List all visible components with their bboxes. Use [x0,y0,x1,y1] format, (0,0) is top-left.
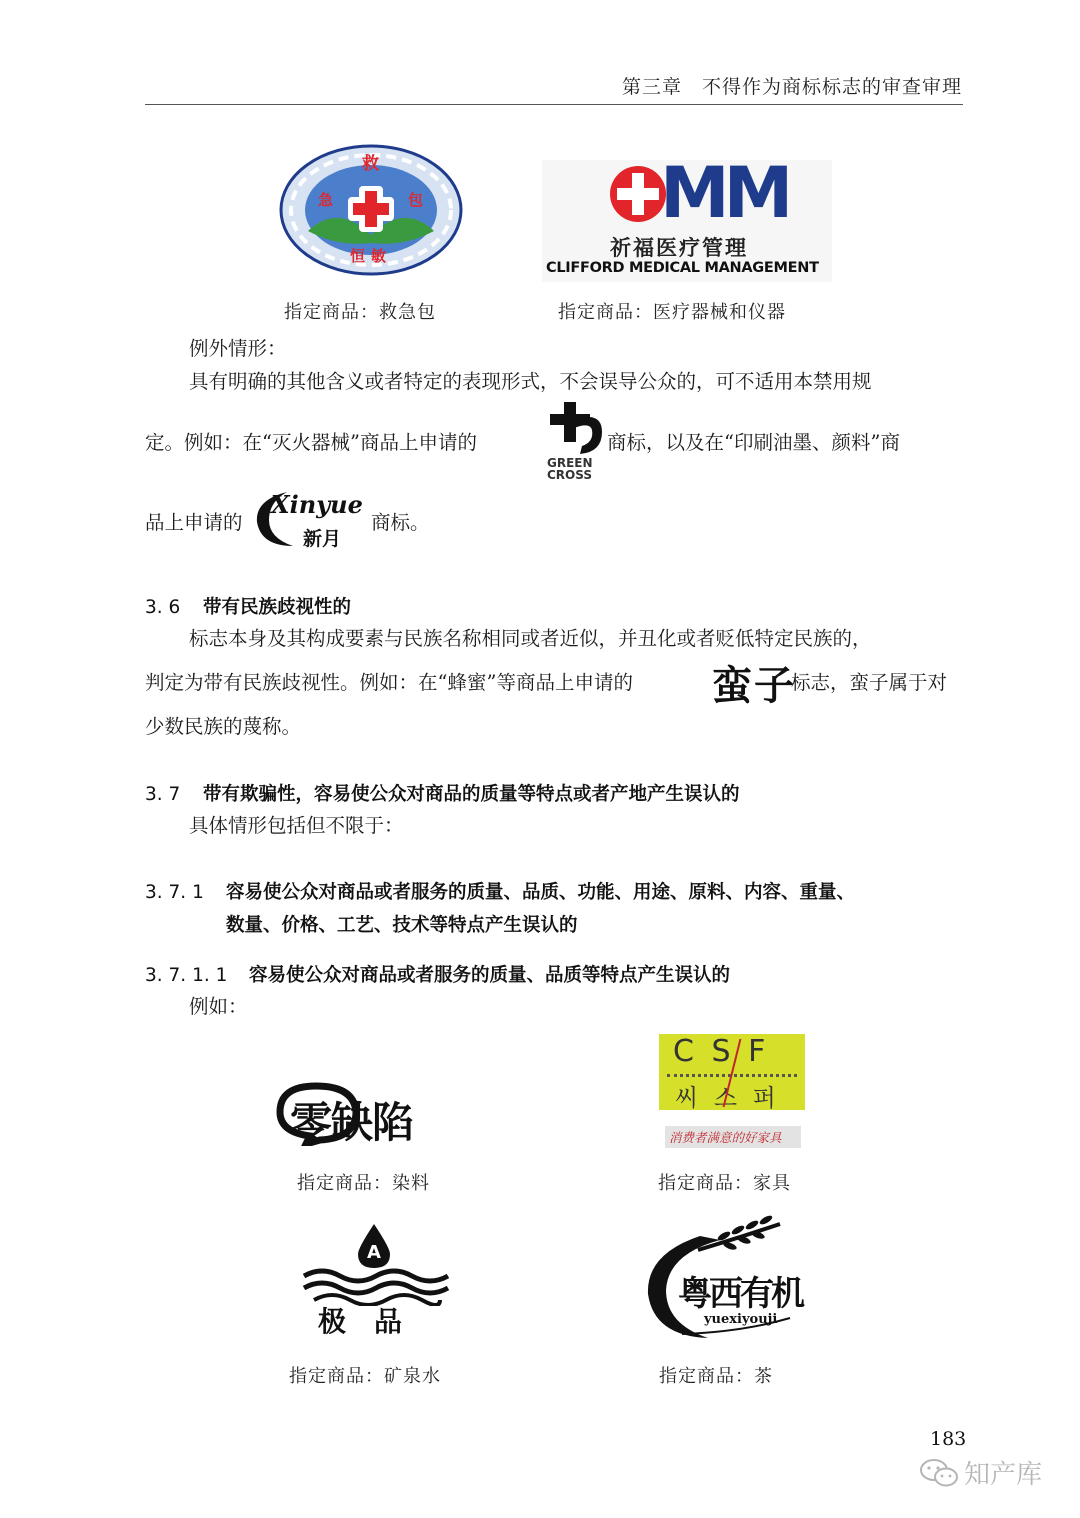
section-number: 3. 7. 1 [145,882,204,903]
header-divider [145,104,963,105]
caption-medical-instruments: 指定商品：医疗器械和仪器 [558,302,786,323]
logo-csf [659,1034,805,1150]
section-title-line-1: 容易使公众对商品或者服务的质量、品质、功能、用途、原料、内容、重量、 [226,882,856,903]
manzi-mark: 蛮子 [712,662,796,709]
section-number: 3. 6 [145,597,181,618]
section-title: 带有欺骗性，容易使公众对商品的质量等特点或者产地产生误认的 [203,784,740,805]
ring-text-right: 包 [408,191,424,209]
section-title: 带有民族歧视性的 [203,597,352,618]
watermark [918,1454,1042,1491]
example-label: 例如： [189,995,248,1018]
yuexi-organic-mark: 粤西有机 [678,1274,802,1314]
logo-clifford-medical [542,160,832,282]
logo-xinyue [253,488,371,550]
section-3-6-line-2a: 判定为带有民族歧视性。例如：在“蜂蜜”等商品上申请的 [145,671,633,694]
section-number: 3. 7. 1. 1 [145,965,228,986]
exceptions-line-3b: 商标。 [371,511,430,534]
jipin-mark: 极 品 [318,1305,403,1334]
exceptions-title: 例外情形： [189,337,287,360]
watermark-text: 知产库 [964,1460,1043,1490]
section-3-6-line-2b: 标志，蛮子属于对 [791,671,948,694]
logo-jipin [300,1222,450,1334]
section-number: 3. 7 [145,784,181,805]
exceptions-line-2b: 商标，以及在“印刷油墨、颜料”商 [607,431,900,454]
csf-letters: C S F [673,1034,770,1069]
logo-zero-defect [276,1080,468,1148]
section-3-6-line-1: 标志本身及其构成要素与民族名称相同或者近似，并丑化或者贬低特定民族的， [189,627,872,650]
logo-green-cross [544,400,606,482]
green-cross-word-2: CROSS [547,468,592,482]
section-3-7-1-heading-line-2: 数量、价格、工艺、技术等特点产生误认的 [226,915,578,936]
caption-first-aid-kit: 指定商品：救急包 [284,302,436,323]
ring-text-top: 救 [362,154,379,174]
csf-hangul: 씨 스 퍼 [675,1084,780,1112]
exceptions-line-1: 具有明确的其他含义或者特定的表现形式，不会误导公众的，可不适用本禁用规 [189,370,872,393]
ring-text-left: 急 [318,191,334,209]
ring-text-bottom: 恒敏 [350,247,393,265]
section-3-6-line-3: 少数民族的蔑称。 [145,715,302,738]
section-title: 容易使公众对商品或者服务的质量、品质等特点产生误认的 [249,965,731,986]
caption-furniture: 指定商品：家具 [658,1173,791,1194]
brand-letters: MM [660,160,788,234]
caption-dyes: 指定商品：染料 [297,1173,430,1194]
green-cross-mark-icon [544,400,606,456]
green-cross-word-1: GREEN [547,456,593,470]
section-3-6-heading [145,593,351,619]
brand-english-name: CLIFFORD MEDICAL MANAGEMENT [546,260,819,276]
section-3-7-1-1-heading [145,961,730,987]
caption-mineral-water: 指定商品：矿泉水 [289,1366,441,1387]
water-drop-letter: A [367,1242,381,1263]
logo-first-aid-kit [278,143,464,277]
page-number: 183 [930,1428,967,1450]
logo-yuexi-organic [642,1214,806,1342]
chat-bubble-icon [918,1456,960,1490]
caption-tea: 指定商品：茶 [659,1366,773,1387]
chapter-header: 第三章 不得作为商标标志的审查审理 [621,76,962,98]
section-3-7-1-heading [145,878,855,904]
xinyue-latin: Xinyue [271,490,363,519]
csf-slogan: 消费者满意的好家具 [669,1130,782,1145]
zero-defect-mark: 零缺陷 [290,1098,414,1147]
yuexi-organic-latin: yuexiyouji [704,1312,778,1327]
section-3-7-heading [145,780,740,806]
exceptions-line-3a: 品上申请的 [145,511,243,534]
brand-chinese-name: 祈福医疗管理 [610,236,748,260]
xinyue-chinese: 新月 [303,528,342,550]
section-3-7-line-1: 具体情形包括但不限于： [189,814,404,837]
exceptions-line-2a: 定。例如：在“灭火器械”商品上申请的 [145,431,477,454]
